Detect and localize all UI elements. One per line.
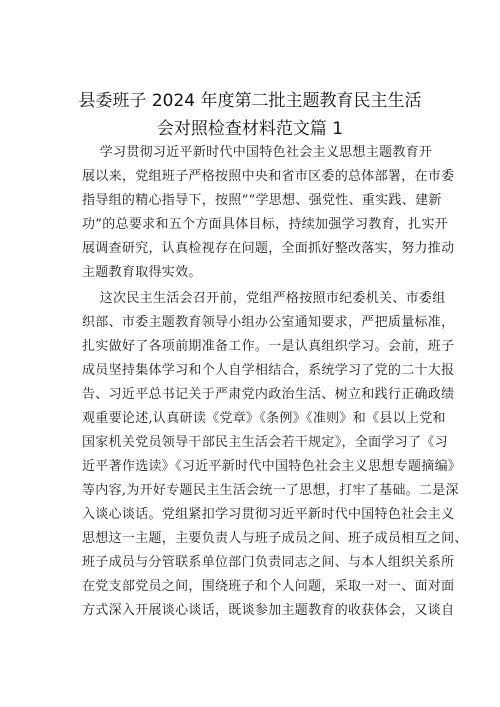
body-line: 入谈心谈话。党组紧扣学习贯彻习近平新时代中国特色社会主义 <box>82 507 455 522</box>
body-line: 指导组的精心指导下，按照““学思想、强党性、重实践、建新 <box>82 193 442 208</box>
body-line: 等内容,为开好专题民主生活会统一了思想，打牢了基础。二是深 <box>82 483 459 498</box>
body-line: 告、习近平总书记关于严肃党内政治生活、树立和践行正确政绩 <box>82 387 455 402</box>
document-title-line-2: 会对照检查材料范文篇 1 <box>156 119 344 139</box>
body-line: 展以来，党组班子严格按照中央和省市区委的总体部署，在市委 <box>82 169 455 184</box>
body-line: 展调查研究，认真检视存在问题，全面抓好整改落实，努力推动 <box>82 241 455 256</box>
body-line: 扎实做好了各项前期准备工作。一是认真组织学习。会前，班子 <box>82 339 455 354</box>
body-line: 功”的总要求和五个方面具体目标，持续加强学习教育，扎实开 <box>82 217 449 232</box>
body-line: 织部、市委主题教育领导小组办公室通知要求，严把质量标准， <box>82 315 455 330</box>
body-line: 方式深入开展谈心谈话，既谈参加主题教育的收获体会，又谈自 <box>82 603 455 618</box>
body-line: 这次民主生活会召开前，党组严格按照市纪委机关、市委组 <box>82 291 446 306</box>
body-line: 成员坚持集体学习和个人自学相结合，系统学习了党的二十大报 <box>82 363 455 378</box>
document-title-line-1: 县委班子 2024 年度第二批主题教育民主生活 <box>78 91 422 111</box>
body-line: 观重要论述,认真研读《党章》《条例》《准则》和《县以上党和 <box>82 411 446 426</box>
body-line: 国家机关党员领导干部民主生活会若干规定》，全面学习了《习 <box>82 435 448 450</box>
body-line: 学习贯彻习近平新时代中国特色社会主义思想主题教育开 <box>82 145 433 160</box>
body-line: 主题教育取得实效。 <box>82 265 202 280</box>
body-line: 近平著作选读》《习近平新时代中国特色社会主义思想专题摘编》 <box>82 459 462 474</box>
body-line: 在党支部党员之间，围绕班子和个人问题，采取一对一、面对面 <box>82 579 455 594</box>
body-line: 思想这一主题，主要负责人与班子成员之间、班子成员相互之间、 <box>82 531 468 546</box>
body-line: 班子成员与分管联系单位部门负责同志之间、与本人组织关系所 <box>82 555 455 570</box>
